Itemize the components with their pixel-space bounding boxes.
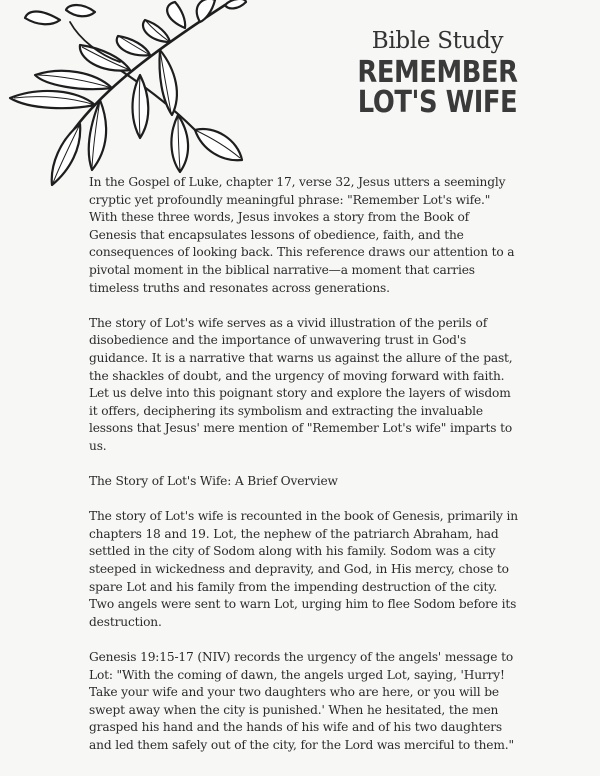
paragraph: In the Gospel of Luke, chapter 17, verse 32, Jesus utters a seemingly cryptic yet profoundly meaningful phrase: "Remember Lot's wife." With these three words, Jesus invokes a story from the Book of Genesis that encapsulates lessons of obedience, faith, and the consequences of looking back. This reference draws our attention to a pivotal moment in the biblical narrative—a moment that carries timeless truths and resonates across generations. bbox=[89, 175, 515, 295]
header bbox=[330, 26, 545, 118]
section-heading: The Story of Lot's Wife: A Brief Overview bbox=[89, 474, 338, 489]
paragraph: The story of Lot's wife is recounted in the book of Genesis, primarily in chapters 18 and 19. Lot, the nephew of the patriarch Abraham, had settled in the city of Sodom along with his family. Sodom was a city steeped in wickedness and depravity, and God, in His mercy, chose to spare Lot and his family from the impending destruction of the city. Two angels were sent to warn Lot, urging him to flee Sodom before its destruction. bbox=[89, 509, 518, 629]
page-title: REMEMBER LOT'S WIFE bbox=[357, 55, 518, 120]
leaf-branch-icon bbox=[0, 0, 250, 190]
paragraph: The story of Lot's wife serves as a vivid illustration of the perils of disobedience and the importance of unwavering trust in God's guidance. It is a narrative that warns us against the allure of the past, the shackles of doubt, and the urgency of moving forward with faith. Let us delve into this poignant story and explore the layers of wisdom it offers, deciphering its symbolism and extracting the invaluable lessons that Jesus' mere mention of "Remember Lot's wife" imparts to us. bbox=[89, 315, 513, 453]
subtitle: Bible Study bbox=[371, 28, 504, 54]
body-text bbox=[89, 174, 519, 772]
paragraph: Genesis 19:15-17 (NIV) records the urgency of the angels' message to Lot: "With the coming of dawn, the angels urged Lot, saying, 'Hurry! Take your wife and your two daughters who are here, or you will be swept away when the city is punished.' When he hesitated, the men grasped his hand and the hands of his wife and of his two daughters and led them safely out of the city, for the Lord was merciful to them." bbox=[89, 650, 514, 752]
